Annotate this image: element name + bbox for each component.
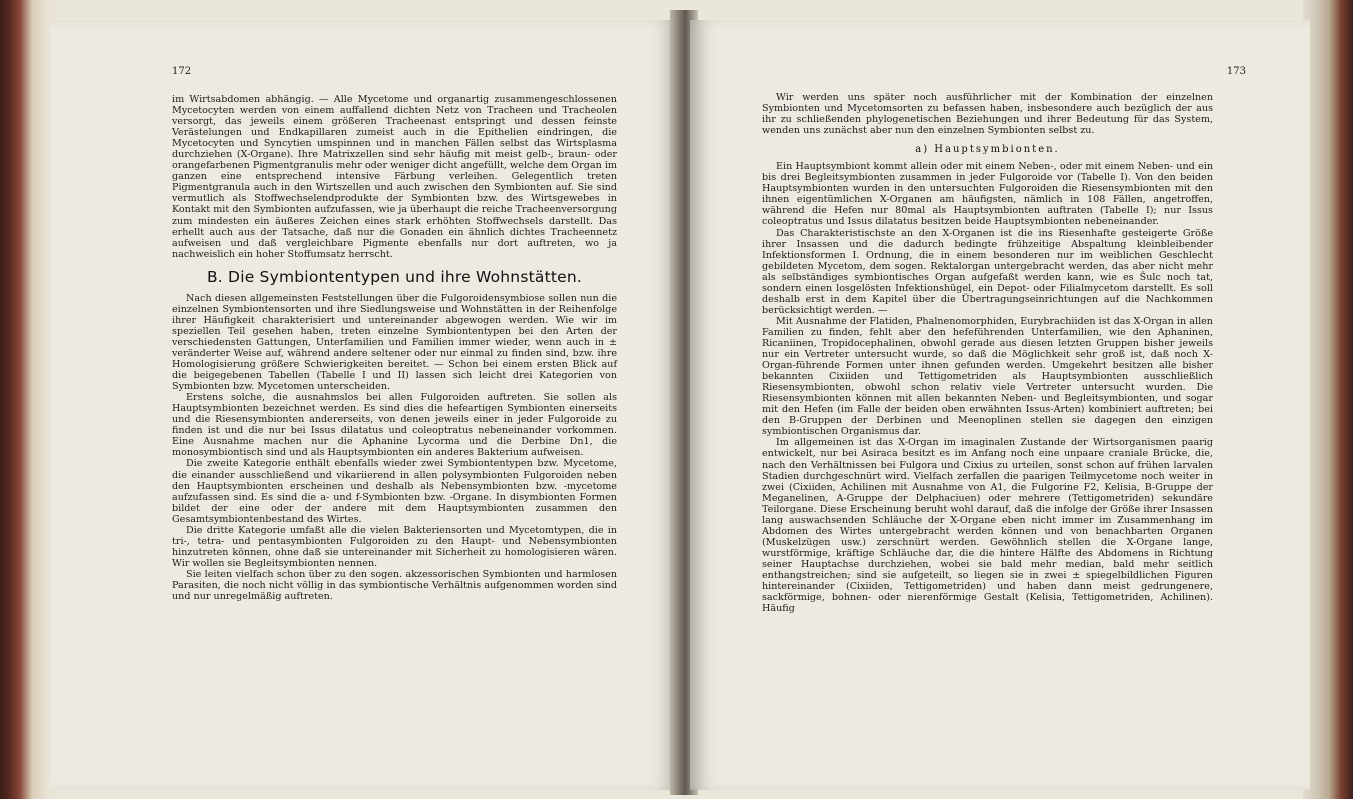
left-para-4: Die zweite Kategorie enthält ebenfalls wieder zwei Symbiontentypen bzw. Mycetome, die einander ausschließend und vikariierend in allen polysymbionten Fulgoroiden neben den Hauptsymbionten erscheinen und deshalb als Nebensymbionten bzw. -mycetome aufzufassen sind. Es sind die a- und f-Symbionten bzw. -Organe. In disymbionten Formen bildet der eine oder der andere mit dem Hauptsymbionten zusammen den Gesamtsymbiontenbestand des Wirtes. bbox=[172, 458, 617, 525]
left-para-6: Sie leiten vielfach schon über zu den sogen. akzessorischen Symbionten und harmlosen Parasiten, die noch nicht völlig in das symbiontische Verhältnis aufgenommen worden sind und nur unregelmäßig auftreten. bbox=[172, 568, 617, 603]
right-page-number: 173 bbox=[1226, 66, 1246, 77]
right-para-5: Im allgemeinen ist das X-Organ im imaginalen Zustande der Wirtsorganismen paarig entwickelt, nur bei Asiraca besitzt es im Anfang noch eine unpaare craniale Brücke, die, nach den Verhältnissen bei Fulgora und Cixius zu urteilen, sonst schon auf frühen larvalen Stadien durchgeschnürt wird. Vielfach zerfallen die paarigen Teilmycetome noch weiter in zwei (Cixiiden, Achilinen mit Ausnahme von A1, die Fulgorine F2, Kelisia, B-Gruppe der Meganelinen, A-Gruppe der Delphaciuen) oder mehrere (Tettigometriden) sekundäre Teilorgane. Diese Erscheinung beruht wohl darauf, daß die infolge der Größe ihrer Insassen lang auswachsenden Schläuche der X-Organe eben nicht immer im Zusammenhang im Abdomen des Wirtes untergebracht werden können und von benachbarten Organen (Muskelzügen usw.) zerschnürt werden. Gewöhnlich stellen die X-Organe lange, wurstförmige, kräftige Schläuche dar, die die hintere Hälfte des Abdomens in Richtung seiner Hauptachse durchziehen, wobei sie bald mehr median, bald mehr seitlich enthangstreichen; sind sie aufgeteilt, so liegen sie in zwei ± spiegelbildlichen Figuren hintereinander (Cixiiden, Tettigometriden) und haben dann meist gedrungenere, sackförmige, bohnen- oder nierenförmige Gestalt (Kelisia, Tettigometriden, Achilinen). Häufig bbox=[762, 437, 1213, 615]
right-page bbox=[690, 20, 1310, 790]
left-para-1: im Wirtsabdomen abhängig. — Alle Mycetome und organartig zusammengeschlossenen Mycetocyten werden von einem auffallend dichten Netz von Tracheen und Tracheolen versorgt, das jeweils einem größeren Tracheenast entspringt und dessen feinste Verästelungen und Endkapillaren zumeist auch in die Epithelien eindringen, die Mycetocyten und Syncytien umspinnen und in manchen Fällen selbst das Wirtsplasma durchziehen (X-Organe). Ihre Matrixzellen sind sehr häufig mit meist gelb-, braun- oder orangefarbenen Pigmentgranulis mehr oder weniger dicht angefüllt, welche dem Organ im ganzen eine entsprechend intensive Färbung verleihen. Gelegentlich treten Pigmentgranula auch in den Wirtszellen und auch zwischen den Symbionten auf. Sie sind vermutlich als Stoffwechselendprodukte der Symbionten bzw. des Wirtsgewebes in Kontakt mit den Symbionten aufzufassen, wie ja überhaupt die reiche Tracheenversorgung zum mindesten ein äußeres Zeichen eines stark erhöhten Stoffwechsels darstellt. Das erhellt auch aus der Tatsache, daß nur die Gonaden ein ähnlich dichtes Tracheennetz aufweisen und daß vergleichbare Pigmente ebenfalls nur dort auftreten, wo ja nachweislich ein hoher Stoffumsatz herrscht. bbox=[172, 94, 617, 260]
left-page-text bbox=[172, 94, 617, 602]
left-para-5: Die dritte Kategorie umfaßt alle die vielen Bakteriensorten und Mycetomtypen, die in tri-, tetra- und pentasymbionten Fulgoroiden zu den Haupt- und Nebensymbionten hinzutreten können, ohne daß sie untereinander mit Sicherheit zu homologisieren wären. Wir wollen sie Begleitsymbionten nennen. bbox=[172, 524, 617, 569]
section-heading: B. Die Symbiontentypen und ihre Wohnstätten. bbox=[206, 267, 583, 286]
right-para-1: Wir werden uns später noch ausführlicher mit der Kombination der einzelnen Symbionten und Mycetomsorten zu befassen haben, insbesondere auch bezüglich der aus ihr zu schließenden phylogenetischen Beziehungen und ihrer Bedeutung für das System, wenden uns zunächst aber nun den einzelnen Symbionten selbst zu. bbox=[762, 92, 1213, 137]
right-para-3: Das Charakteristischste an den X-Organen ist die ins Riesenhafte gesteigerte Größe ihrer Insassen und die dadurch bedingte frühzeitige Abspaltung kleinbleibender Infektionsformen I. Ordnung, die in einem besonderen nur im weiblichen Geschlecht gebildeten Mycetom, dem sogen. Rektalorgan untergebracht werden, das aber nicht mehr als selbständiges symbiontisches Organ aufgefaßt werden kann, wie es Šulc noch tat, sondern einen losgelösten Infektionshügel, ein Depot- oder Filialmycetom darstellt. Es soll deshalb erst in dem Kapitel über die Übertragungseinrichtungen auf die Nachkommen berücksichtigt werden. — bbox=[762, 227, 1213, 316]
right-para-2: Ein Hauptsymbiont kommt allein oder mit einem Neben-, oder mit einem Neben- und ein bis drei Begleitsymbionten zusammen in jeder Fulgoroide vor (Tabelle I). Von den beiden Hauptsymbionten wurden in den untersuchten Fulgoroiden die Riesensymbionten mit den ihnen eigentümlichen X-Organen am häufigsten, nämlich in 108 Fällen, angetroffen, während die Hefen nur 80mal als Hauptsymbionten auftraten (Tabelle I); nur Issus coleoptratus und Issus dilatatus besitzen beide Hauptsymbionten nebeneinander. bbox=[762, 161, 1213, 228]
right-page-text bbox=[762, 92, 1213, 614]
left-page-number: 172 bbox=[172, 66, 192, 77]
right-para-4: Mit Ausnahme der Flatiden, Phalnenomorphiden, Eurybrachiiden ist das X-Organ in allen Familien zu finden, fehlt aber den hefeführenden Unterfamilien, wie den Aphaninen, Ricaniinen, Tropidocephalinen, obwohl gerade aus diesen letzten Gruppen bisher jeweils nur ein Vertreter untersucht wurde, so daß die Möglichkeit sehr groß ist, daß noch X-Organ-führende Formen unter ihnen gefunden werden. Umgekehrt besitzen alle bisher bekannten Cixiiden und Tettigometriden als Hauptsymbionten ausschließlich Riesensymbionten, obwohl schon relativ viele Vertreter untersucht wurden. Die Riesensymbionten können mit allen bekannten Neben- und Begleitsymbionten, und sogar mit den Hefen (im Falle der beiden oben erwähnten Issus-Arten) kombiniert auftreten; bei den B-Gruppen der Derbinen und Meenoplinen stellen sie dagegen den einzigen symbiontischen Organismus dar. bbox=[762, 315, 1213, 438]
left-page bbox=[50, 20, 678, 790]
subsection-heading: a) Hauptsymbionten. bbox=[915, 144, 1060, 156]
left-para-2: Nach diesen allgemeinsten Feststellungen über die Fulgoroidensymbiose sollen nun die einzelnen Symbiontensorten und ihre Siedlungsweise und Wohnstätten in der Reihenfolge ihrer Häufigkeit charakterisiert und untereinander abgewogen werden. Wie wir im speziellen Teil gesehen haben, treten einzelne Symbiontentypen bei den Arten der verschiedensten Gattungen, Unterfamilien und Familien immer wieder, wenn auch in ± veränderter Weise auf, während andere seltener oder nur einmal zu finden sind, bzw. ihre Homologisierung größere Schwierigkeiten bereitet. — Schon bei einem ersten Blick auf die beigegebenen Tabellen (Tabelle I und II) lassen sich leicht drei Kategorien von Symbionten bzw. Mycetomen unterscheiden. bbox=[172, 292, 617, 393]
left-para-3: Erstens solche, die ausnahmslos bei allen Fulgoroiden auftreten. Sie sollen als Hauptsymbionten bezeichnet werden. Es sind dies die hefeartigen Symbionten einerseits und die Riesensymbionten andererseits, von denen jeweils einer in jeder Fulgoroide zu finden ist und die nur bei Issus dilatatus und coleoptratus nebeneinander vorkommen. Eine Ausnahme machen nur die Aphanine Lycorma und die Derbine Dn1, die monosymbiontisch sind und als Hauptsymbionten ein anderes Bakterium aufweisen. bbox=[172, 392, 617, 459]
right-book-edge bbox=[1303, 0, 1353, 799]
